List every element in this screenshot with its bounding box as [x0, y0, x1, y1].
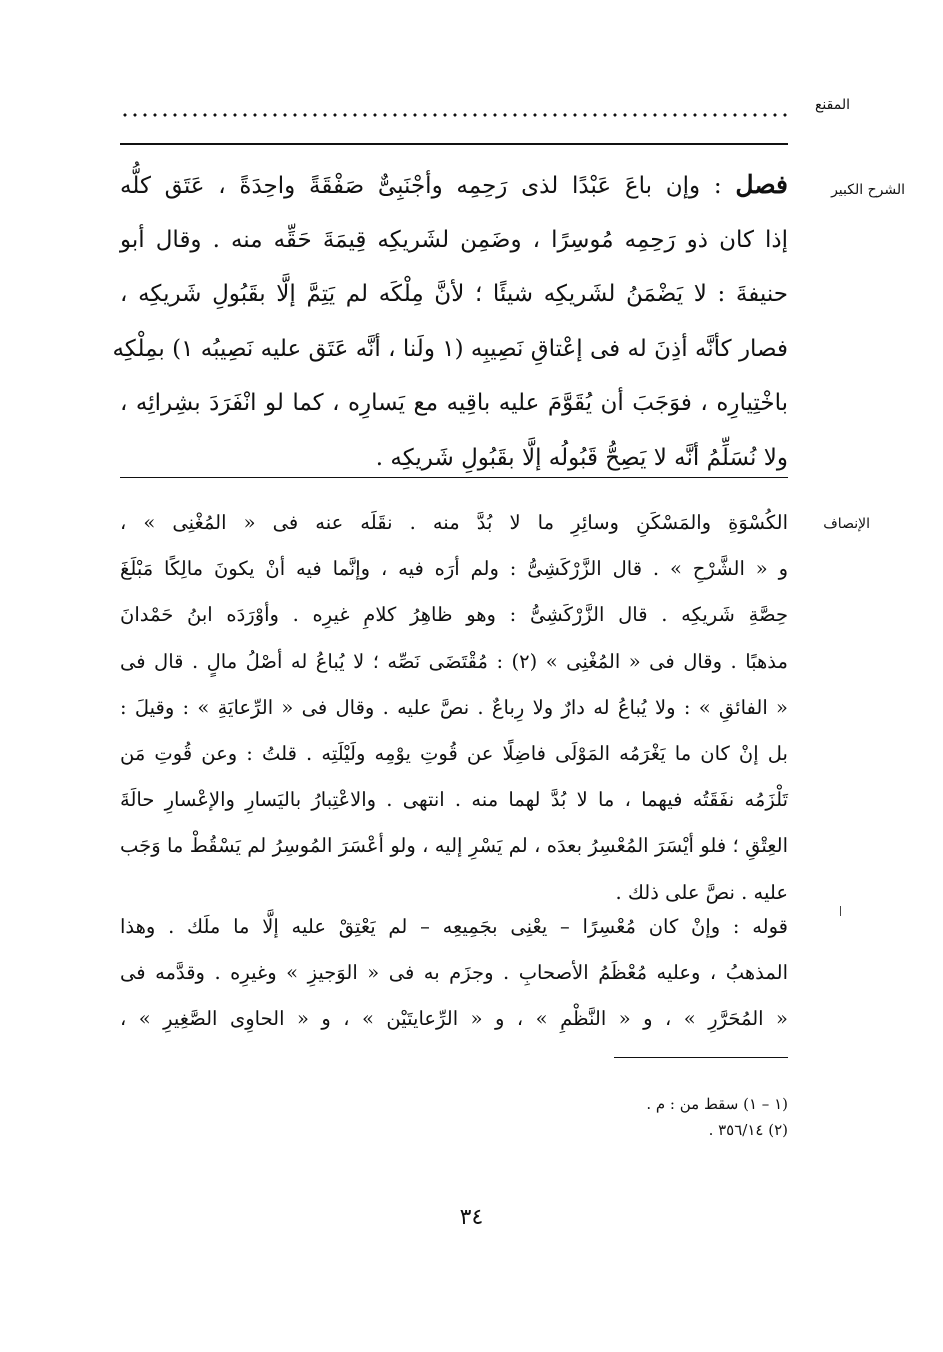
insaf-line: الكُسْوَةِ والمَسْكَنِ وسائِرِ ما لا بُدَّ منه . نقَلَه عنه فى « المُغْنِى » ، [120, 511, 788, 534]
insaf-text-block [120, 500, 788, 916]
insaf-line: و « الشَّرْحِ » . قال الزَّرْكَشِىُّ : ولم أرَه فيه ، وإنَّما فيه أنْ يكونَ مالِكًا مَبْلَغَ [120, 557, 788, 581]
book-label-insaf: الإنصاف [823, 516, 870, 532]
insaf-line: « الفائقِ » : ولا يُباعُ له دارٌ ولا رِباعٌ . نصَّ عليه . وقال فى « الرِّعايَةِ » : وقيلَ : [120, 695, 788, 719]
sharh-line: باخْتِيارِه ، فوَجَبَ أن يُقَوَّمَ عليه باقِيه مع يَسارِه ، كما لو انْفَرَدَ بشِرائِه ، [120, 390, 788, 416]
sharh-line: حنيفةَ : لا يَضْمَنُ لشَريكِه شيئًا ؛ لأنَّ مِلْكَه لم يَتِمَّ إلَّا بقَبُولِ شَريكِه ، [120, 281, 788, 307]
sharh-line: إذا كان ذو رَحِمِه مُوسِرًا ، وضَمِن لشَريكِه قِيمَةَ حَقِّه منه . وقال أبو [120, 226, 788, 253]
sharh-line-1-text: : وإن باعَ عَبْدًا لذى رَحِمِه وأجْنَبِىٌّ صَفْقَةً واحِدَةً ، عَتَق كلُّه [120, 173, 736, 199]
sharh-line: ولا نُسَلِّمُ أنَّه لا يَصِحُّ قَبُولُه إلَّا بقَبُولِ شَريكِه . [375, 444, 788, 471]
insaf-line: المذهبُ ، وعليه مُعْظَمُ الأصحابِ . وجزَم به فى « الوَجيزِ » وغيرِه . وقدَّمه فى [120, 961, 788, 985]
header-rule [120, 143, 788, 145]
insaf-line: مذهبًا . وقال فى « المُغْنِى » (٢) : مُقْتَضَى نَصِّه ؛ لا يُباعُ له أصْلُ مالٍ . قال فى [120, 649, 788, 673]
footnote-1: (١ – ١) سقط من : م . [646, 1095, 788, 1113]
book-label-muqni: المقنع [814, 97, 850, 113]
insaf-line: « المُحَرَّرِ » ، و « النَّظْمِ » ، و « الرِّعايتَيْن » ، و « الحاوِى الصَّغِيرِ » ، [120, 1007, 788, 1031]
sharh-line-1 [120, 158, 788, 213]
sharh-line: فصار كأنَّه أذِنَ له فى إعْتاقِ نَصِيبِه (١ ولَنا ، أنَّه عَتَق عليه نَصِيبُه ١) بمِلْكِه [112, 335, 788, 362]
insaf-paragraph-2 [120, 904, 788, 1043]
insaf-line: عليه . نصَّ على ذلك . [615, 880, 788, 904]
dotted-separator [120, 112, 788, 118]
footnote-2: (٢) ٣٥٦/١٤ . [708, 1121, 788, 1139]
insaf-line: حِصَّةِ شَريكِه . قال الزَّرْكَشِىُّ : وهو ظاهِرُ كلامِ غيرِه . وأوْرَدَه ابنُ حَمْدانَ [120, 603, 788, 627]
insaf-line: بل إنْ كان ما يَغْرَمُه المَوْلَى فاضِلًا عن قُوتِ يوْمِه ولَيْلَتِه . قلتُ : وعن قُوتِ مَن [120, 741, 788, 765]
page-number: ٣٤ [459, 1205, 484, 1230]
sharh-text-block [112, 158, 788, 485]
section-rule [120, 477, 788, 478]
section-keyword: فصل [735, 170, 788, 199]
margin-mark [840, 906, 841, 916]
insaf-line: تَلْزَمُه نفَقَتُه فيهما ، ما لا بُدَّ لهما منه . انتهى . والاعْتِبارُ باليَسارِ والإعْسارِ حالَةَ [120, 788, 788, 812]
insaf-line: العِتْقِ ؛ فلو أيْسَرَ المُعْسِرُ بعدَه ، لم يَسْرِ إليه ، ولو أعْسَرَ المُوسِرُ لم يَسْقُطْ ما وَجَب [120, 834, 788, 858]
insaf-line: قوله : وإنْ كان مُعْسِرًا – يعْنِى بجَمِيعِه – لم يَعْتِقْ عليه إلَّا ما ملَك . وهذا [120, 915, 788, 938]
book-label-sharh: الشرح الكبير [831, 182, 905, 198]
footnote-rule [614, 1057, 788, 1058]
